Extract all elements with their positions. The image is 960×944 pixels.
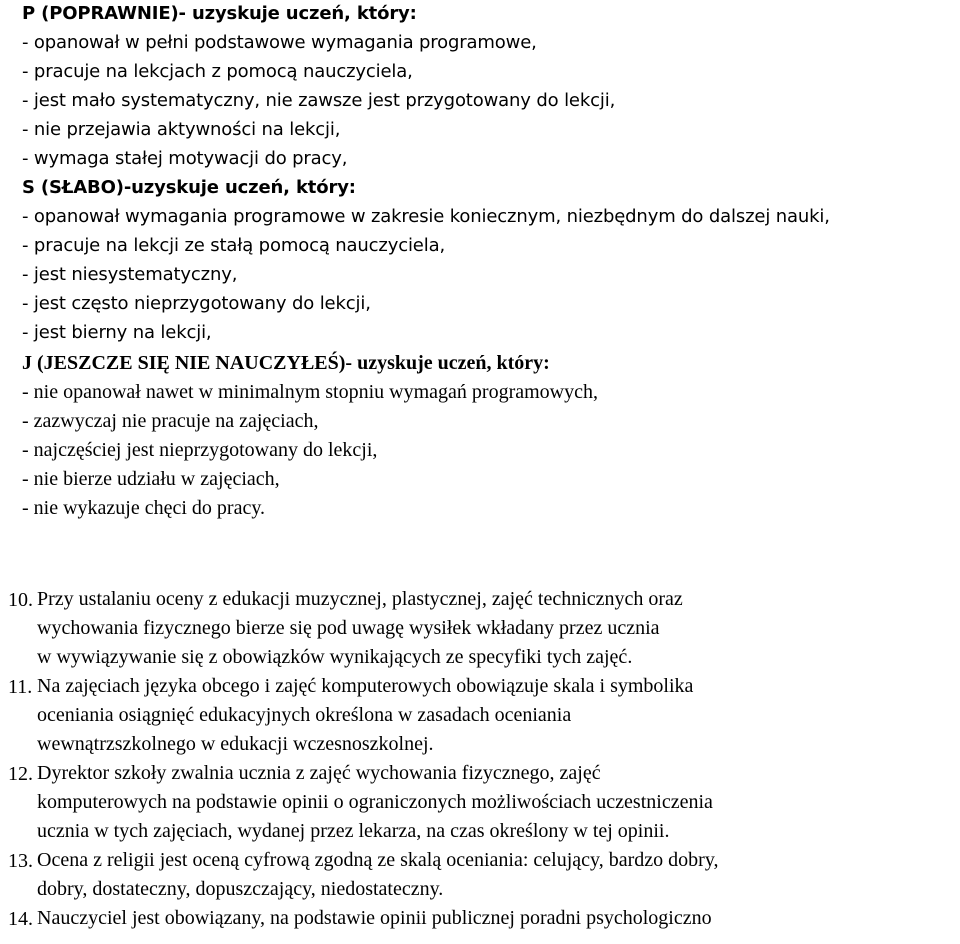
heading-normal: - uzyskuje uczeń, który:	[178, 3, 417, 24]
item-line: wewnątrzszkolnego w edukacji wczesnoszkolnej.	[37, 733, 434, 755]
item-line: dobry, dostateczny, dopuszczający, niedostateczny.	[37, 878, 444, 900]
item-line: oceniania osiągnięć edukacyjnych określona w zasadach oceniania	[37, 704, 572, 726]
list-item: - wymaga stałej motywacji do pracy,	[22, 148, 348, 169]
heading-bold: J (JESZCZE SIĘ NIE NAUCZYŁEŚ)	[22, 352, 346, 374]
section-heading-p	[22, 5, 417, 23]
list-item: - najczęściej jest nieprzygotowany do lekcji,	[22, 439, 378, 461]
heading-normal: - uzyskuje uczeń, który:	[345, 352, 550, 374]
list-item: - nie opanował nawet w minimalnym stopniu wymagań programowych,	[22, 381, 598, 403]
list-item: - zazwyczaj nie pracuje na zajęciach,	[22, 410, 319, 432]
list-item: - pracuje na lekcjach z pomocą nauczyciela,	[22, 61, 413, 82]
item-number: 14.	[8, 908, 33, 930]
numbered-item-13	[0, 849, 960, 900]
list-item: - jest mało systematyczny, nie zawsze jest przygotowany do lekcji,	[22, 90, 616, 111]
list-item: - jest niesystematyczny,	[22, 264, 238, 285]
item-line: ucznia w tych zajęciach, wydanej przez lekarza, na czas określony w tej opinii.	[37, 820, 670, 842]
heading-bold: S (SŁABO)	[22, 177, 124, 198]
item-line: Ocena z religii jest oceną cyfrową zgodną ze skalą oceniania: celujący, bardzo dobry,	[37, 849, 719, 871]
item-line: Na zajęciach języka obcego i zajęć komputerowych obowiązuje skala i symbolika	[37, 675, 694, 697]
list-item: - nie przejawia aktywności na lekcji,	[22, 119, 341, 140]
item-line: Nauczyciel jest obowiązany, na podstawie opinii publicznej poradni psychologiczno	[37, 907, 712, 929]
numbered-item-11	[0, 675, 960, 755]
item-line: Przy ustalaniu oceny z edukacji muzycznej, plastycznej, zajęć technicznych oraz	[37, 588, 683, 610]
list-item: - opanował wymagania programowe w zakresie koniecznym, niezbędnym do dalszej nauki,	[22, 206, 830, 227]
numbered-item-12	[0, 762, 960, 842]
list-item: - jest bierny na lekcji,	[22, 322, 212, 343]
list-item: - opanował w pełni podstawowe wymagania programowe,	[22, 32, 537, 53]
numbered-item-14	[0, 908, 960, 933]
numbered-item-10	[0, 588, 960, 668]
list-item: - jest często nieprzygotowany do lekcji,	[22, 293, 371, 314]
list-item: - nie bierze udziału w zajęciach,	[22, 468, 280, 490]
item-line: komputerowych na podstawie opinii o ograniczonych możliwościach uczestniczenia	[37, 791, 713, 813]
item-line: w wywiązywanie się z obowiązków wynikających ze specyfiki tych zajęć.	[37, 646, 633, 668]
item-number: 13.	[8, 850, 33, 872]
item-line: wychowania fizycznego bierze się pod uwagę wysiłek wkładany przez ucznia	[37, 617, 660, 639]
item-number: 11.	[8, 676, 33, 698]
section-heading-j	[22, 353, 550, 373]
list-item: - pracuje na lekcji ze stałą pomocą nauczyciela,	[22, 235, 446, 256]
item-number: 12.	[8, 763, 33, 785]
item-line: Dyrektor szkoły zwalnia ucznia z zajęć wychowania fizycznego, zajęć	[37, 762, 601, 784]
section-heading-s	[22, 179, 356, 197]
list-item: - nie wykazuje chęci do pracy.	[22, 497, 266, 519]
heading-normal: -uzyskuje uczeń, który:	[123, 177, 356, 198]
heading-bold: P (POPRAWNIE)	[22, 3, 179, 24]
item-number: 10.	[8, 589, 33, 611]
